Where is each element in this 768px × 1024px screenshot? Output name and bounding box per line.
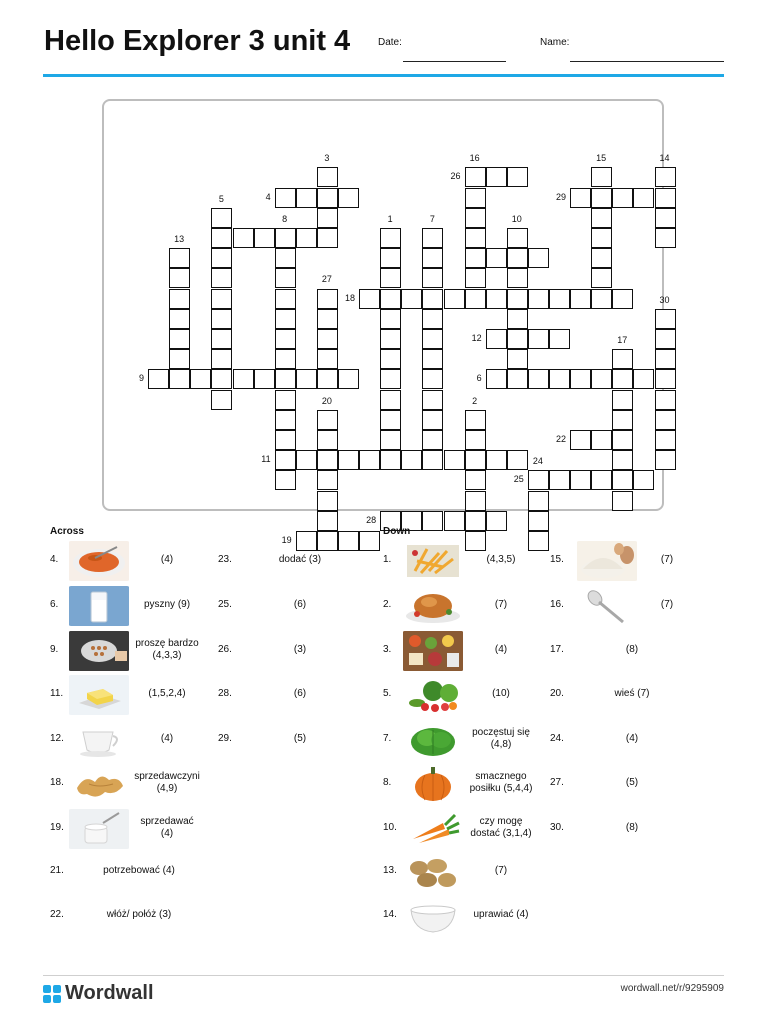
grid-cell[interactable] <box>359 289 380 309</box>
grid-cell[interactable] <box>190 369 211 389</box>
across-clue-number: 22. <box>50 909 64 920</box>
grid-cell[interactable] <box>528 531 549 551</box>
grid-cell[interactable] <box>528 470 549 490</box>
across-clue-number: 9. <box>50 644 59 655</box>
clue-number-4: 4 <box>265 191 271 202</box>
grid-cell[interactable] <box>465 289 486 309</box>
grid-cell[interactable] <box>465 208 486 228</box>
grid-cell[interactable] <box>275 369 296 389</box>
grid-cell[interactable] <box>655 430 676 450</box>
down-clue-text: czy mogę dostać (3,1,4) <box>470 816 532 839</box>
across-clue-number: 28. <box>218 688 232 699</box>
across-clue-text: (5) <box>293 733 307 744</box>
clue-number-13: 13 <box>174 234 185 244</box>
grid-cell[interactable] <box>549 289 570 309</box>
grid-cell[interactable] <box>296 188 317 208</box>
name-label: Name: <box>540 37 570 48</box>
grid-cell[interactable] <box>465 410 486 430</box>
grid-cell[interactable] <box>486 289 507 309</box>
clue-number-30: 30 <box>659 294 670 305</box>
down-clue-text: (7) <box>494 865 508 876</box>
across-clue-text: (1,5,2,4) <box>148 688 186 699</box>
grid-cell[interactable] <box>211 369 232 389</box>
grid-cell[interactable] <box>591 167 612 187</box>
footer-divider <box>43 975 724 976</box>
grid-cell[interactable] <box>380 450 401 470</box>
clue-number-26: 26 <box>450 171 461 182</box>
across-clue-text: (4) <box>160 733 174 744</box>
grid-cell[interactable] <box>549 329 570 349</box>
grid-cell[interactable] <box>612 188 633 208</box>
cup-icon <box>68 720 130 760</box>
grid-cell[interactable] <box>275 188 296 208</box>
grid-cell[interactable] <box>317 309 338 329</box>
grid-cell[interactable] <box>612 289 633 309</box>
grid-cell[interactable] <box>591 268 612 288</box>
grid-cell[interactable] <box>633 188 654 208</box>
flour-icon <box>576 541 638 581</box>
grid-cell[interactable] <box>380 289 401 309</box>
down-clue-text: smacznego posiłku (5,4,4) <box>469 771 533 794</box>
grid-cell[interactable] <box>422 329 443 349</box>
grid-cell[interactable] <box>422 369 443 389</box>
grid-cell[interactable] <box>422 248 443 268</box>
clue-number-17: 17 <box>617 335 628 345</box>
grid-cell[interactable] <box>338 450 359 470</box>
grid-cell[interactable] <box>380 410 401 430</box>
grid-cell[interactable] <box>338 188 359 208</box>
grid-cell[interactable] <box>591 208 612 228</box>
grid-cell[interactable] <box>317 531 338 551</box>
grid-cell[interactable] <box>380 329 401 349</box>
grid-cell[interactable] <box>233 369 254 389</box>
grid-cell[interactable] <box>655 309 676 329</box>
across-clue-number: 12. <box>50 733 64 744</box>
grid-cell[interactable] <box>465 531 486 551</box>
grid-cell[interactable] <box>169 268 190 288</box>
grid-cell[interactable] <box>507 329 528 349</box>
down-clue-text: (4) <box>494 644 508 655</box>
pumpkin-icon <box>402 764 464 804</box>
grid-cell[interactable] <box>296 450 317 470</box>
grid-cell[interactable] <box>275 309 296 329</box>
grid-cell[interactable] <box>507 248 528 268</box>
grid-cell[interactable] <box>612 491 633 511</box>
grid-cell[interactable] <box>570 289 591 309</box>
across-clue-number: 21. <box>50 865 64 876</box>
date-field[interactable] <box>403 61 506 62</box>
grid-cell[interactable] <box>655 410 676 430</box>
grid-cell[interactable] <box>507 289 528 309</box>
grid-cell[interactable] <box>422 289 443 309</box>
roast-chicken-icon <box>402 586 464 626</box>
across-clue-number: 29. <box>218 733 232 744</box>
grid-cell[interactable] <box>507 369 528 389</box>
french-fries-icon <box>402 541 464 581</box>
grid-cell[interactable] <box>528 491 549 511</box>
grid-cell[interactable] <box>169 369 190 389</box>
clue-number-27: 27 <box>321 274 332 285</box>
grid-cell[interactable] <box>169 329 190 349</box>
grid-cell[interactable] <box>486 511 507 531</box>
grid-cell[interactable] <box>528 511 549 531</box>
across-clue-number: 23. <box>218 554 232 565</box>
grid-cell[interactable] <box>528 289 549 309</box>
across-clue-number: 4. <box>50 554 59 565</box>
grid-cell[interactable] <box>401 289 422 309</box>
down-clue-number: 27. <box>550 777 564 788</box>
grid-cell[interactable] <box>380 228 401 248</box>
grid-cell[interactable] <box>528 248 549 268</box>
down-clue-number: 5. <box>383 688 392 699</box>
grid-cell[interactable] <box>655 390 676 410</box>
header-divider <box>43 74 724 77</box>
down-clue-number: 17. <box>550 644 564 655</box>
grid-cell[interactable] <box>211 208 232 228</box>
grid-cell[interactable] <box>275 410 296 430</box>
wordwall-logo-icon <box>43 985 61 1003</box>
down-clue-number: 8. <box>383 777 392 788</box>
date-label: Date: <box>378 37 402 48</box>
grid-cell[interactable] <box>380 369 401 389</box>
grid-cell[interactable] <box>612 369 633 389</box>
down-clue-text: (8) <box>625 822 639 833</box>
grid-cell[interactable] <box>507 268 528 288</box>
across-clue-number: 26. <box>218 644 232 655</box>
grid-cell[interactable] <box>275 268 296 288</box>
grid-cell[interactable] <box>486 167 507 187</box>
potatoes-icon <box>402 852 464 892</box>
grid-cell[interactable] <box>275 390 296 410</box>
grid-cell[interactable] <box>570 470 591 490</box>
grid-cell[interactable] <box>465 268 486 288</box>
down-clue-number: 20. <box>550 688 564 699</box>
down-clue-number: 3. <box>383 644 392 655</box>
clue-number-10: 10 <box>511 213 522 224</box>
grid-cell[interactable] <box>591 188 612 208</box>
grid-cell[interactable] <box>275 228 296 248</box>
grid-cell[interactable] <box>359 450 380 470</box>
grid-cell[interactable] <box>317 289 338 309</box>
grid-cell[interactable] <box>422 430 443 450</box>
down-clue-text: (7) <box>494 599 508 610</box>
across-clue-number: 11. <box>50 688 64 699</box>
grid-cell[interactable] <box>507 167 528 187</box>
grid-cell[interactable] <box>507 228 528 248</box>
grid-cell[interactable] <box>528 329 549 349</box>
grid-cell[interactable] <box>465 430 486 450</box>
clue-number-28: 28 <box>366 514 377 525</box>
vegetables-icon <box>402 675 464 715</box>
grid-cell[interactable] <box>317 228 338 248</box>
bowl-of-soup-icon <box>68 541 130 581</box>
grid-cell[interactable] <box>591 369 612 389</box>
across-clue-text: dodać (3) <box>278 554 322 565</box>
grid-cell[interactable] <box>528 369 549 389</box>
across-clue-text: sprzedawczyni (4,9) <box>134 771 200 794</box>
clue-number-14: 14 <box>659 153 670 164</box>
grid-cell[interactable] <box>254 369 275 389</box>
grid-cell[interactable] <box>507 309 528 329</box>
grid-cell[interactable] <box>591 228 612 248</box>
grid-cell[interactable] <box>317 208 338 228</box>
grid-cell[interactable] <box>317 430 338 450</box>
across-clue-text: pyszny (9) <box>143 599 191 610</box>
worksheet-title: Hello Explorer 3 unit 4 <box>44 25 351 57</box>
grid-cell[interactable] <box>359 531 380 551</box>
grid-cell[interactable] <box>612 470 633 490</box>
down-clue-text: (4,3,5) <box>486 554 516 565</box>
grid-cell[interactable] <box>507 349 528 369</box>
grid-cell[interactable] <box>211 268 232 288</box>
grid-cell[interactable] <box>465 167 486 187</box>
across-clue-text: (6) <box>293 599 307 610</box>
across-clue-number: 25. <box>218 599 232 610</box>
grid-cell[interactable] <box>612 349 633 369</box>
down-clue-text: (7) <box>660 599 674 610</box>
grid-cell[interactable] <box>612 450 633 470</box>
source-url[interactable]: wordwall.net/r/9295909 <box>620 983 724 994</box>
grid-cell[interactable] <box>655 450 676 470</box>
grid-cell[interactable] <box>338 531 359 551</box>
clue-number-9: 9 <box>138 373 144 384</box>
grid-cell[interactable] <box>422 450 443 470</box>
grid-cell[interactable] <box>591 289 612 309</box>
clue-number-11: 11 <box>261 454 271 465</box>
sugar-icon <box>68 809 130 849</box>
grid-cell[interactable] <box>633 470 654 490</box>
clue-number-5: 5 <box>218 193 224 204</box>
clue-number-25: 25 <box>513 474 524 485</box>
across-clue-text: proszę bardzo (4,3,3) <box>135 638 199 661</box>
down-clue-number: 13. <box>383 865 397 876</box>
grid-cell[interactable] <box>591 248 612 268</box>
grid-cell[interactable] <box>380 349 401 369</box>
clue-number-6: 6 <box>476 373 482 384</box>
grid-cell[interactable] <box>169 309 190 329</box>
across-clue-text: sprzedawać (4) <box>140 816 194 839</box>
grid-cell[interactable] <box>486 329 507 349</box>
grid-cell[interactable] <box>275 450 296 470</box>
grid-cell[interactable] <box>211 309 232 329</box>
grid-cell[interactable] <box>296 531 317 551</box>
grid-cell[interactable] <box>275 349 296 369</box>
butter-icon <box>68 675 130 715</box>
grid-cell[interactable] <box>317 349 338 369</box>
clue-number-18: 18 <box>344 292 355 303</box>
down-clue-text: wieś (7) <box>614 688 650 699</box>
assorted-food-icon <box>402 631 464 671</box>
grid-cell[interactable] <box>169 349 190 369</box>
down-clue-text: (10) <box>492 688 510 699</box>
grid-cell[interactable] <box>380 309 401 329</box>
grid-cell[interactable] <box>275 329 296 349</box>
grid-cell[interactable] <box>465 228 486 248</box>
down-clue-number: 7. <box>383 733 392 744</box>
grid-cell[interactable] <box>317 511 338 531</box>
clue-number-29: 29 <box>555 191 566 202</box>
grid-cell[interactable] <box>296 228 317 248</box>
grid-cell[interactable] <box>211 289 232 309</box>
down-clue-number: 15. <box>550 554 564 565</box>
brand-name: Wordwall <box>65 982 154 1004</box>
clue-number-22: 22 <box>555 434 566 444</box>
grid-cell[interactable] <box>465 248 486 268</box>
grid-cell[interactable] <box>422 390 443 410</box>
grid-cell[interactable] <box>317 369 338 389</box>
down-clue-text: (8) <box>625 644 639 655</box>
grid-cell[interactable] <box>254 228 275 248</box>
grid-cell[interactable] <box>317 167 338 187</box>
carrots-icon <box>402 809 464 849</box>
grid-cell[interactable] <box>507 450 528 470</box>
grid-cell[interactable] <box>655 188 676 208</box>
grid-cell[interactable] <box>655 329 676 349</box>
grid-cell[interactable] <box>570 369 591 389</box>
across-clue-text: (4) <box>160 554 174 565</box>
down-clue-text: (5) <box>625 777 639 788</box>
down-clue-number: 14. <box>383 909 397 920</box>
grid-cell[interactable] <box>465 450 486 470</box>
clue-number-20: 20 <box>321 395 332 406</box>
grid-cell[interactable] <box>465 511 486 531</box>
grid-cell[interactable] <box>275 248 296 268</box>
grid-cell[interactable] <box>401 450 422 470</box>
grid-cell[interactable] <box>655 167 676 187</box>
down-heading: Down <box>383 526 411 537</box>
grid-cell[interactable] <box>338 369 359 389</box>
down-clue-text: uprawiać (4) <box>473 909 529 920</box>
grid-cell[interactable] <box>422 228 443 248</box>
grid-cell[interactable] <box>317 410 338 430</box>
grid-cell[interactable] <box>275 470 296 490</box>
grid-cell[interactable] <box>422 268 443 288</box>
across-clue-number: 6. <box>50 599 59 610</box>
grid-cell[interactable] <box>275 430 296 450</box>
across-clue-text: (6) <box>293 688 307 699</box>
grid-cell[interactable] <box>380 248 401 268</box>
grid-cell[interactable] <box>211 349 232 369</box>
grid-cell[interactable] <box>591 470 612 490</box>
clue-number-24: 24 <box>532 456 543 467</box>
clue-number-16: 16 <box>469 153 480 164</box>
down-clue-number: 1. <box>383 554 392 565</box>
grid-cell[interactable] <box>633 369 654 389</box>
grid-cell[interactable] <box>486 248 507 268</box>
grid-cell[interactable] <box>465 470 486 490</box>
clue-number-7: 7 <box>429 213 435 224</box>
grid-cell[interactable] <box>380 390 401 410</box>
grid-cell[interactable] <box>317 491 338 511</box>
clue-number-3: 3 <box>324 153 330 164</box>
grid-cell[interactable] <box>148 369 169 389</box>
grid-cell[interactable] <box>380 430 401 450</box>
down-clue-text: poczęstuj się (4,8) <box>472 727 530 750</box>
clue-number-15: 15 <box>596 153 607 164</box>
grid-cell[interactable] <box>422 410 443 430</box>
grid-cell[interactable] <box>655 369 676 389</box>
clue-number-12: 12 <box>471 333 482 343</box>
clue-number-1: 1 <box>387 213 393 224</box>
grid-cell[interactable] <box>211 329 232 349</box>
baking-tray-oven-icon <box>68 631 130 671</box>
grid-cell[interactable] <box>317 188 338 208</box>
grid-cell[interactable] <box>486 369 507 389</box>
grid-cell[interactable] <box>317 329 338 349</box>
grid-cell[interactable] <box>612 390 633 410</box>
across-heading: Across <box>50 526 84 537</box>
across-clue-text: (3) <box>293 644 307 655</box>
grid-cell[interactable] <box>655 208 676 228</box>
grid-cell[interactable] <box>317 470 338 490</box>
grid-cell[interactable] <box>275 289 296 309</box>
grid-cell[interactable] <box>422 511 443 531</box>
down-clue-number: 30. <box>550 822 564 833</box>
down-clue-number: 24. <box>550 733 564 744</box>
grid-cell[interactable] <box>296 369 317 389</box>
grid-cell[interactable] <box>655 349 676 369</box>
grid-cell[interactable] <box>612 410 633 430</box>
grid-cell[interactable] <box>486 450 507 470</box>
grid-cell[interactable] <box>655 228 676 248</box>
wordwall-logo <box>43 982 154 1005</box>
down-clue-number: 2. <box>383 599 392 610</box>
down-clue-text: (7) <box>660 554 674 565</box>
grid-cell[interactable] <box>570 430 591 450</box>
clue-number-2: 2 <box>472 395 478 406</box>
grid-cell[interactable] <box>169 248 190 268</box>
grid-cell[interactable] <box>570 188 591 208</box>
lettuce-icon <box>402 720 464 760</box>
grid-cell[interactable] <box>211 248 232 268</box>
down-clue-number: 16. <box>550 599 564 610</box>
grid-cell[interactable] <box>444 450 465 470</box>
clue-number-8: 8 <box>282 213 288 224</box>
grid-cell[interactable] <box>549 470 570 490</box>
glass-of-milk-icon <box>68 586 130 626</box>
grid-cell[interactable] <box>422 349 443 369</box>
grid-cell[interactable] <box>612 430 633 450</box>
grid-cell[interactable] <box>465 188 486 208</box>
white-bowl-icon <box>402 896 464 936</box>
across-clue-number: 18. <box>50 777 64 788</box>
name-field[interactable] <box>570 61 724 62</box>
grid-cell[interactable] <box>169 289 190 309</box>
grid-cell[interactable] <box>233 228 254 248</box>
grid-cell[interactable] <box>465 491 486 511</box>
grid-cell[interactable] <box>211 390 232 410</box>
ginger-root-icon <box>68 764 130 804</box>
grid-cell[interactable] <box>317 450 338 470</box>
grid-cell[interactable] <box>422 309 443 329</box>
grid-cell[interactable] <box>444 511 465 531</box>
grid-cell[interactable] <box>211 228 232 248</box>
across-clue-number: 19. <box>50 822 64 833</box>
down-clue-number: 10. <box>383 822 397 833</box>
across-clue-text: włóż/ połóż (3) <box>106 909 172 920</box>
across-clue-text: potrzebować (4) <box>103 865 175 876</box>
grid-cell[interactable] <box>591 430 612 450</box>
grid-cell[interactable] <box>549 369 570 389</box>
spoon-icon <box>576 586 638 626</box>
clue-number-19: 19 <box>281 535 292 545</box>
grid-cell[interactable] <box>444 289 465 309</box>
grid-cell[interactable] <box>380 268 401 288</box>
down-clue-text: (4) <box>625 733 639 744</box>
